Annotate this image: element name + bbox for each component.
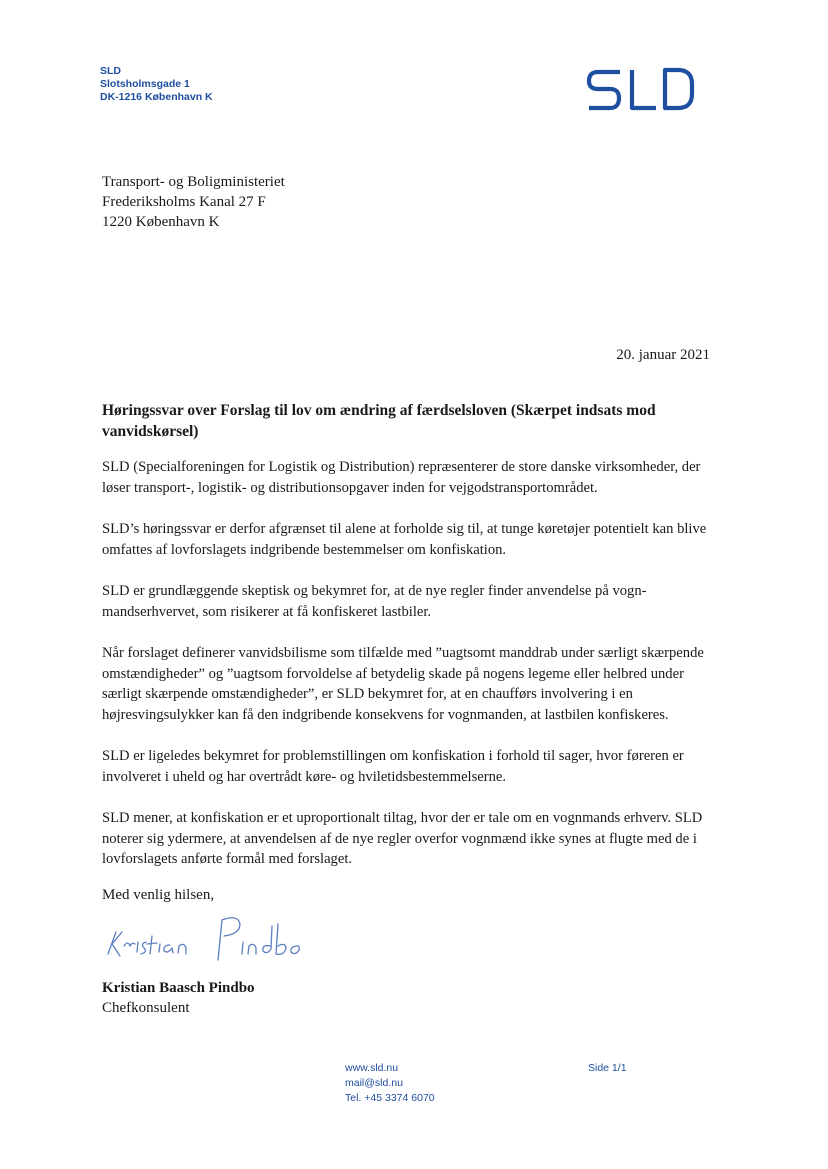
footer-contact — [345, 1061, 435, 1106]
paragraph-4: Når forslaget definerer vanvidsbilisme som tilfælde med ”uagtsomt manddrab under særligt skærpende omstændigheder” og ”uagtsom forvoldelse af betydelig skade på nogens legeme eller helbred under særligt skærpende omstændigheder”, er SLD bekymret for, at en chaufførs involvering i en højresvingsulykker kan få den indgribende konsekvens for vognmanden, at lastbilen konfiskeres. — [102, 645, 704, 723]
recipient-city: 1220 København K — [102, 214, 220, 230]
paragraph-2: SLD’s høringssvar er derfor afgrænset til alene at forholde sig til, at tunge køretøjer potentielt kan blive omfattes af lovforslagets indgribende bestemmelser om konfiskation. — [102, 521, 707, 558]
sender-name: SLD — [100, 65, 121, 77]
footer-phone: Tel. +45 3374 6070 — [345, 1092, 435, 1104]
page-number: Side 1/1 — [588, 1062, 627, 1074]
footer-web-link[interactable]: www.sld.nu — [345, 1062, 399, 1074]
sender-city: DK-1216 København K — [100, 91, 213, 103]
footer-mail-link[interactable]: mail@sld.nu — [345, 1077, 403, 1089]
recipient-org: Transport- og Boligministeriet — [102, 174, 285, 190]
recipient-street: Frederiksholms Kanal 27 F — [102, 194, 266, 210]
sender-address — [100, 65, 213, 104]
paragraph-3: SLD er grundlæggende skeptisk og bekymret for, at de nye regler finder anvendelse på vognmandserhvervet, som risikerer at få konfiskeret lastbiler. — [102, 583, 647, 620]
letter-subject: Høringssvar over Forslag til lov om ændring af færdselsloven (Skærpet indsats mod vanvidskørsel) — [102, 402, 656, 440]
signer-title: Chefkonsulent — [102, 1000, 190, 1016]
handwritten-signature — [100, 902, 310, 972]
signer-name: Kristian Baasch Pindbo — [102, 980, 255, 996]
letter-date: 20. januar 2021 — [616, 347, 710, 363]
paragraph-1: SLD (Specialforeningen for Logistik og Distribution) repræsenterer de store danske virksomheder, der løser transport-, logistik- og distributionsopgaver inden for vejgodstransportområdet. — [102, 459, 701, 496]
recipient-address — [102, 172, 285, 232]
letter-body — [102, 457, 714, 891]
paragraph-5: SLD er ligeledes bekymret for problemstillingen om konfiskation i forhold til sager, hvor føreren er involveret i uheld og har overtrådt køre- og hviletidsbestemmelserne. — [102, 748, 684, 785]
sender-street: Slotsholmsgade 1 — [100, 78, 190, 90]
closing-greeting: Med venlig hilsen, — [102, 887, 215, 903]
sld-logo — [586, 64, 698, 116]
paragraph-6: SLD mener, at konfiskation er et uproportionalt tiltag, hvor der er tale om en vognmands erhverv. SLD noterer sig ydermere, at anvendelsen af de nye regler overfor vognmænd ikke synes at flugte med de i lovforslagets anførte formål med forslaget. — [102, 810, 703, 867]
